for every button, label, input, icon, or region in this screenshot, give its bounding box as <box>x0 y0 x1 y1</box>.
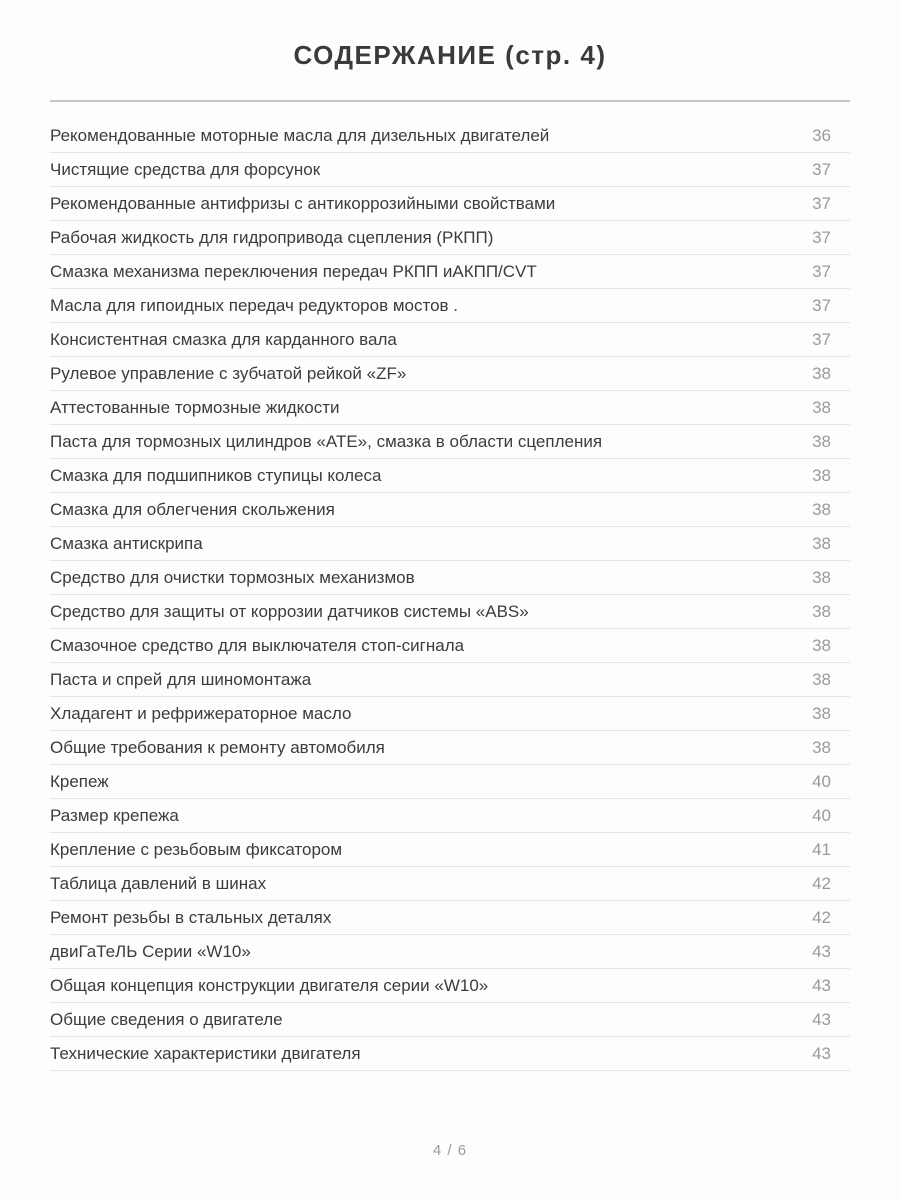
toc-entry <box>50 629 850 663</box>
toc-entry-page-number: 40 <box>812 805 831 825</box>
toc-entry-page-number: 38 <box>812 397 831 417</box>
toc-entry <box>50 289 850 323</box>
toc-entry-page-number: 37 <box>812 261 831 281</box>
toc-entry-page-number: 38 <box>812 737 831 757</box>
toc-entry-page-number: 43 <box>812 975 831 995</box>
toc-entry <box>50 1037 850 1071</box>
toc-entry-page-number: 36 <box>812 125 831 145</box>
toc-entry-page-number: 37 <box>812 193 831 213</box>
toc-entry <box>50 493 850 527</box>
toc-entry <box>50 697 850 731</box>
toc-entry <box>50 187 850 221</box>
toc-entry-label: Смазка антискрипа <box>50 533 203 553</box>
toc-entry <box>50 153 850 187</box>
toc-entry-page-number: 42 <box>812 873 831 893</box>
toc-entry <box>50 323 850 357</box>
toc-entry <box>50 867 850 901</box>
toc-entry-label: Паста и спрей для шиномонтажа <box>50 669 312 689</box>
toc-entry <box>50 935 850 969</box>
page-indicator: 4 / 6 <box>432 1142 468 1159</box>
toc-entry-label: Рулевое управление с зубчатой рейкой «ZF» <box>50 363 407 383</box>
toc-entry-label: Общая концепция конструкции двигателя серии «W10» <box>50 975 489 995</box>
toc-entry-page-number: 38 <box>812 363 831 383</box>
toc-entry-page-number: 38 <box>812 601 831 621</box>
toc-entry-page-number: 38 <box>812 499 831 519</box>
toc-entry-page-number: 37 <box>812 159 831 179</box>
toc-entry-page-number: 42 <box>812 907 831 927</box>
toc-entry-label: Общие требования к ремонту автомобиля <box>50 737 385 757</box>
toc-entry-label: Консистентная смазка для карданного вала <box>50 329 397 349</box>
toc-entry-label: Общие сведения о двигателе <box>50 1009 283 1029</box>
toc-entry-page-number: 43 <box>812 941 831 961</box>
toc-entry-label: Смазка для облегчения скольжения <box>50 499 335 519</box>
toc-entry-page-number: 37 <box>812 227 831 247</box>
toc-entry <box>50 425 850 459</box>
toc-entry-label: Смазка механизма переключения передач РКПП иАКПП/CVT <box>50 261 537 281</box>
toc-entry <box>50 357 850 391</box>
toc-entry-label: Размер крепежа <box>50 805 179 825</box>
toc-entry-page-number: 37 <box>812 295 831 315</box>
toc-entry-label: Таблица давлений в шинах <box>50 873 267 893</box>
toc-entry <box>50 901 850 935</box>
toc-entry-label: Рабочая жидкость для гидропривода сцепления (РКПП) <box>50 227 494 247</box>
toc-entry-label: Паста для тормозных цилиндров «ATE», смазка в области сцепления <box>50 431 603 451</box>
toc-entry-label: Смазка для подшипников ступицы колеса <box>50 465 382 485</box>
toc-entry <box>50 119 850 153</box>
toc-entry <box>50 1003 850 1037</box>
page-title: СОДЕРЖАНИЕ (стр. 4) <box>293 40 607 70</box>
toc-entry-page-number: 38 <box>812 533 831 553</box>
toc-entry-label: Рекомендованные антифризы с антикоррозийными свойствами <box>50 193 556 213</box>
toc-entry-page-number: 38 <box>812 431 831 451</box>
toc-entry-label: Средство для очистки тормозных механизмов <box>50 567 415 587</box>
toc-entry <box>50 799 850 833</box>
toc-entry-page-number: 38 <box>812 703 831 723</box>
toc-entry-label: двиГаТеЛЬ Серии «W10» <box>50 941 251 961</box>
toc-entry <box>50 969 850 1003</box>
toc-entry-label: Крепеж <box>50 771 109 791</box>
toc-entry-label: Аттестованные тормозные жидкости <box>50 397 340 417</box>
toc-entry-label: Смазочное средство для выключателя стоп-сигнала <box>50 635 465 655</box>
toc-entry-page-number: 38 <box>812 669 831 689</box>
toc-entry-label: Средство для защиты от коррозии датчиков системы «ABS» <box>50 601 529 621</box>
toc-entry-page-number: 38 <box>812 635 831 655</box>
toc-entry <box>50 561 850 595</box>
toc-entry-label: Рекомендованные моторные масла для дизельных двигателей <box>50 125 550 145</box>
toc-entry-page-number: 43 <box>812 1043 831 1063</box>
toc-entry <box>50 391 850 425</box>
toc-entry-label: Ремонт резьбы в стальных деталях <box>50 907 332 927</box>
toc-list <box>50 119 850 1071</box>
header-divider <box>50 100 850 102</box>
toc-entry <box>50 221 850 255</box>
toc-entry <box>50 255 850 289</box>
toc-entry-label: Чистящие средства для форсунок <box>50 159 321 179</box>
toc-entry-label: Крепление с резьбовым фиксатором <box>50 839 343 859</box>
toc-entry <box>50 833 850 867</box>
toc-entry-page-number: 38 <box>812 567 831 587</box>
toc-entry <box>50 765 850 799</box>
toc-entry <box>50 459 850 493</box>
toc-entry-page-number: 43 <box>812 1009 831 1029</box>
toc-entry-page-number: 40 <box>812 771 831 791</box>
toc-entry-page-number: 41 <box>812 839 831 859</box>
toc-entry-page-number: 38 <box>812 465 831 485</box>
toc-entry-label: Технические характеристики двигателя <box>50 1043 361 1063</box>
toc-entry <box>50 731 850 765</box>
toc-entry-label: Хладагент и рефрижераторное масло <box>50 703 352 723</box>
toc-entry <box>50 527 850 561</box>
toc-entry-label: Масла для гипоидных передач редукторов мостов . <box>50 295 459 315</box>
toc-entry-page-number: 37 <box>812 329 831 349</box>
toc-entry <box>50 595 850 629</box>
toc-entry <box>50 663 850 697</box>
